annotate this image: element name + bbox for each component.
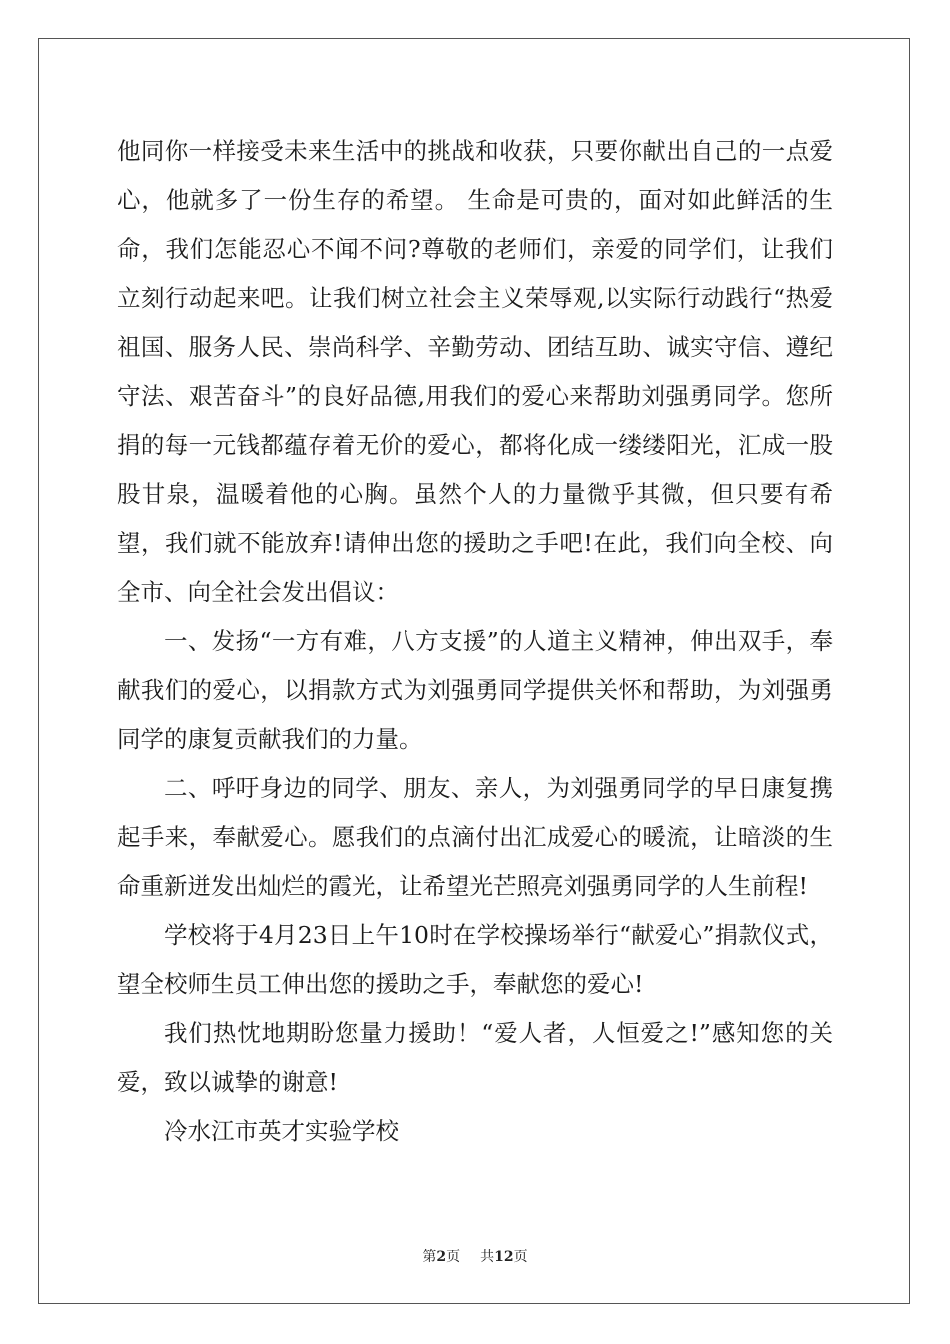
document-body — [117, 127, 833, 1156]
total-pages: 12 — [494, 1249, 514, 1265]
page-footer — [0, 1246, 950, 1266]
paragraph-proposal-1: 一、发扬“一方有难，八方支援”的人道主义精神，伸出双手，奉献我们的爱心，以捐款方式为刘强勇同学提供关怀和帮助，为刘强勇同学的康复贡献我们的力量。 — [117, 627, 833, 753]
paragraph-proposal-2: 二、呼吁身边的同学、朋友、亲人，为刘强勇同学的早日康复携起手来，奉献爱心。愿我们的点滴付出汇成爱心的暖流，让暗淡的生命重新迸发出灿烂的霞光，让希望光芒照亮刘强勇同学的人生前程! — [117, 774, 833, 900]
total-prefix: 共 — [480, 1249, 495, 1265]
paragraph-ceremony-notice: 学校将于4月23日上午10时在学校操场举行“献爱心”捐款仪式，望全校师生员工伸出您的援助之手，奉献您的爱心! — [117, 921, 833, 998]
page-suffix: 页 — [446, 1249, 461, 1265]
paragraph-closing-thanks: 我们热忱地期盼您量力援助！“爱人者，人恒爱之!”感知您的关爱，致以诚挚的谢意! — [117, 1019, 833, 1096]
paragraph-appeal: 他同你一样接受未来生活中的挑战和收获，只要你献出自己的一点爱心，他就多了一份生存的希望。 生命是可贵的，面对如此鲜活的生命，我们怎能忍心不闻不问?尊敬的老师们，亲爱的同学们，让我们立刻行动起来吧。让我们树立社会主义荣辱观,以实际行动践行“热爱祖国、服务人民、崇尚科学、辛勤劳动、团结互助、诚实守信、遵纪守法、艰苦奋斗”的良好品德,用我们的爱心来帮助刘强勇同学。您所捐的每一元钱都蕴存着无价的爱心，都将化成一缕缕阳光，汇成一股股甘泉，温暖着他的心胸。虽然个人的力量微乎其微，但只要有希望，我们就不能放弃!请伸出您的援助之手吧!在此，我们向全校、向全市、向全社会发出倡议： — [117, 137, 833, 606]
page-prefix: 第 — [422, 1249, 437, 1265]
signature-school-name: 冷水江市英才实验学校 — [164, 1117, 399, 1145]
total-suffix: 页 — [513, 1249, 528, 1265]
page-number: 2 — [436, 1249, 447, 1265]
